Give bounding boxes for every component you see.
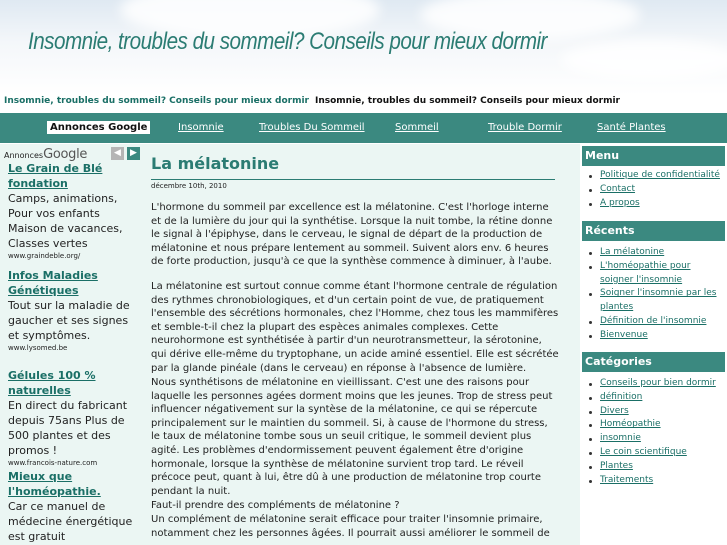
nav-item-troubles-du-sommeil[interactable]: Troubles Du Sommeil bbox=[259, 122, 365, 133]
ad-item[interactable] bbox=[8, 469, 140, 544]
ads-label: Annonces bbox=[4, 151, 44, 160]
ads-sidebar bbox=[0, 144, 143, 545]
recent-item[interactable]: Bienvenue bbox=[586, 329, 726, 343]
right-sidebar bbox=[580, 144, 727, 545]
main-content bbox=[143, 144, 580, 545]
breadcrumb-home-link[interactable]: Insomnie, troubles du sommeil? Conseils pour mieux dormir bbox=[4, 96, 309, 106]
recent-item[interactable]: L'homéopathie pour soigner l'insomnie bbox=[586, 260, 726, 288]
post-paragraph: L'hormone du sommeil par excellence est la mélatonine. C'est l'horloge interne et de la lumière du jour qui la synthétise. Lorsque la nuit tombe, la rétine donne le signal à l'épiphyse, dans le cerveau, le signal de départ de la production de mélatonine et nous prépare lentement au sommeil. Suivent alors env. 6 heures de forte production, jusqu'à ce que la synthèse commence à diminuer, à l'aube. bbox=[151, 202, 553, 268]
ad-url[interactable]: www.francois-nature.com bbox=[8, 459, 98, 467]
categories-list bbox=[586, 377, 726, 487]
menu-list bbox=[586, 169, 726, 210]
post-subheading: Faut-il prendre des compléments de mélatonine ? bbox=[151, 500, 400, 511]
title-divider bbox=[151, 179, 555, 180]
category-item[interactable]: Le coin scientifique bbox=[586, 446, 726, 460]
category-item[interactable]: Plantes bbox=[586, 460, 726, 474]
post-paragraph: La mélatonine est surtout connue comme étant l'hormone centrale de régulation des rythmes chronobiologiques, et d'un certain point de vue, de pratiquement l'ensemble des sécrétions hormonales, chez l'Homme, chez tous les mammifères et semble-t-il chez la plupart des espèces animales complexes. Cette neurohormone est synthétisée à partir d'un neurotransmetteur, la sérotonine, qui dérive elle-même du tryptophane, un acide aminé essentiel. Elle est sécrétée par la glande pinéale (dans le cerveau) en réponse à l'absence de lumière. bbox=[151, 281, 559, 374]
category-item[interactable]: Conseils pour bien dormir bbox=[586, 377, 726, 391]
breadcrumb-current: Insomnie, troubles du sommeil? Conseils pour mieux dormir bbox=[314, 96, 620, 106]
ad-item[interactable] bbox=[8, 268, 140, 353]
category-item[interactable]: Homéopathie bbox=[586, 418, 726, 432]
menu-item-contact[interactable]: Contact bbox=[586, 183, 726, 197]
ad-url[interactable]: www.graindeble.org/ bbox=[8, 252, 81, 260]
google-logo: Google bbox=[43, 147, 88, 162]
ad-title[interactable]: Infos Maladies Génétiques bbox=[8, 269, 98, 297]
nav-item-insomnie[interactable]: Insomnie bbox=[178, 122, 224, 133]
ad-url[interactable]: www.lysomed.be bbox=[8, 344, 68, 352]
nav-item-sante-plantes[interactable]: Santé Plantes bbox=[597, 122, 666, 133]
categories-heading: Catégories bbox=[582, 352, 725, 372]
chevron-left-icon[interactable]: ◀ bbox=[111, 147, 124, 160]
category-item[interactable]: Divers bbox=[586, 405, 726, 419]
ad-title[interactable]: Gélules 100 % naturelles bbox=[8, 369, 96, 397]
menu-heading: Menu bbox=[582, 146, 725, 166]
ad-description: En direct du fabricant depuis 75ans Plus de 500 plantes et des promos ! bbox=[8, 399, 128, 457]
ad-title[interactable]: Mieux que l'homéopathie. bbox=[8, 470, 101, 498]
recent-heading: Récents bbox=[582, 221, 725, 241]
ads-google-label[interactable]: Annonces Google bbox=[47, 121, 150, 134]
recent-item[interactable]: La mélatonine bbox=[586, 246, 726, 260]
post-date: décembre 10th, 2010 bbox=[151, 182, 227, 190]
recent-list bbox=[586, 246, 726, 343]
ad-item[interactable] bbox=[8, 161, 140, 261]
category-item[interactable]: insomnie bbox=[586, 432, 726, 446]
ad-description: Tout sur la maladie de gaucher et ses signes et symptômes. bbox=[8, 299, 130, 342]
ads-header bbox=[4, 147, 87, 162]
category-item[interactable]: définition bbox=[586, 391, 726, 405]
post-title[interactable]: La mélatonine bbox=[151, 154, 280, 173]
post-paragraph: Nous synthétisons de mélatonine en vieillissant. C'est une des raisons pour laquelle les personnes agées dorment moins que les jeunes. Trop de stress peut influencer négativement sur la syntèse de la mélatonine, ce qui se répercute principalement sur le maintien du sommeil. Si, à cause de l'hormone du stress, le taux de mélatonine tombe sous un seuil critique, le sommeil devient plus agité. Les problèmes d'endormissement peuvent également être d'origine hormonale, lorsque la synthèse de mélatonine survient trop tard. Le réveil précoce peut, quant à lui, être dû à une production de mélatonine trop courte pendant la nuit. bbox=[151, 377, 553, 497]
site-header bbox=[0, 0, 727, 95]
top-navigation bbox=[0, 113, 727, 143]
nav-item-sommeil[interactable]: Sommeil bbox=[395, 122, 439, 133]
site-title[interactable]: Insomnie, troubles du sommeil? Conseils pour mieux dormir bbox=[28, 28, 547, 55]
ad-item[interactable] bbox=[8, 368, 140, 468]
chevron-right-icon[interactable]: ▶ bbox=[127, 147, 140, 160]
ad-description: Car ce manuel de médecine énergétique est gratuit bbox=[8, 500, 133, 543]
nav-item-trouble-dormir[interactable]: Trouble Dormir bbox=[488, 122, 562, 133]
ad-title[interactable]: Le Grain de Blé fondation bbox=[8, 162, 103, 190]
category-item[interactable]: Traitements bbox=[586, 474, 726, 488]
menu-item-privacy[interactable]: Politique de confidentialité bbox=[586, 169, 726, 183]
post-paragraph: Un complément de mélatonine serait efficace pour traiter l'insomnie primaire, notamment chez les personnes âgées. Il pourrait aussi améliorer le sommeil de bbox=[151, 514, 550, 539]
menu-item-about[interactable]: A propos bbox=[586, 197, 726, 211]
recent-item[interactable]: Soigner l'insomnie par les plantes bbox=[586, 287, 726, 315]
recent-item[interactable]: Définition de l'insomnie bbox=[586, 315, 726, 329]
breadcrumb bbox=[4, 96, 620, 106]
cloud-decoration bbox=[560, 40, 727, 80]
ad-description: Camps, animations, Pour vos enfants Maison de vacances, Classes vertes bbox=[8, 192, 123, 250]
